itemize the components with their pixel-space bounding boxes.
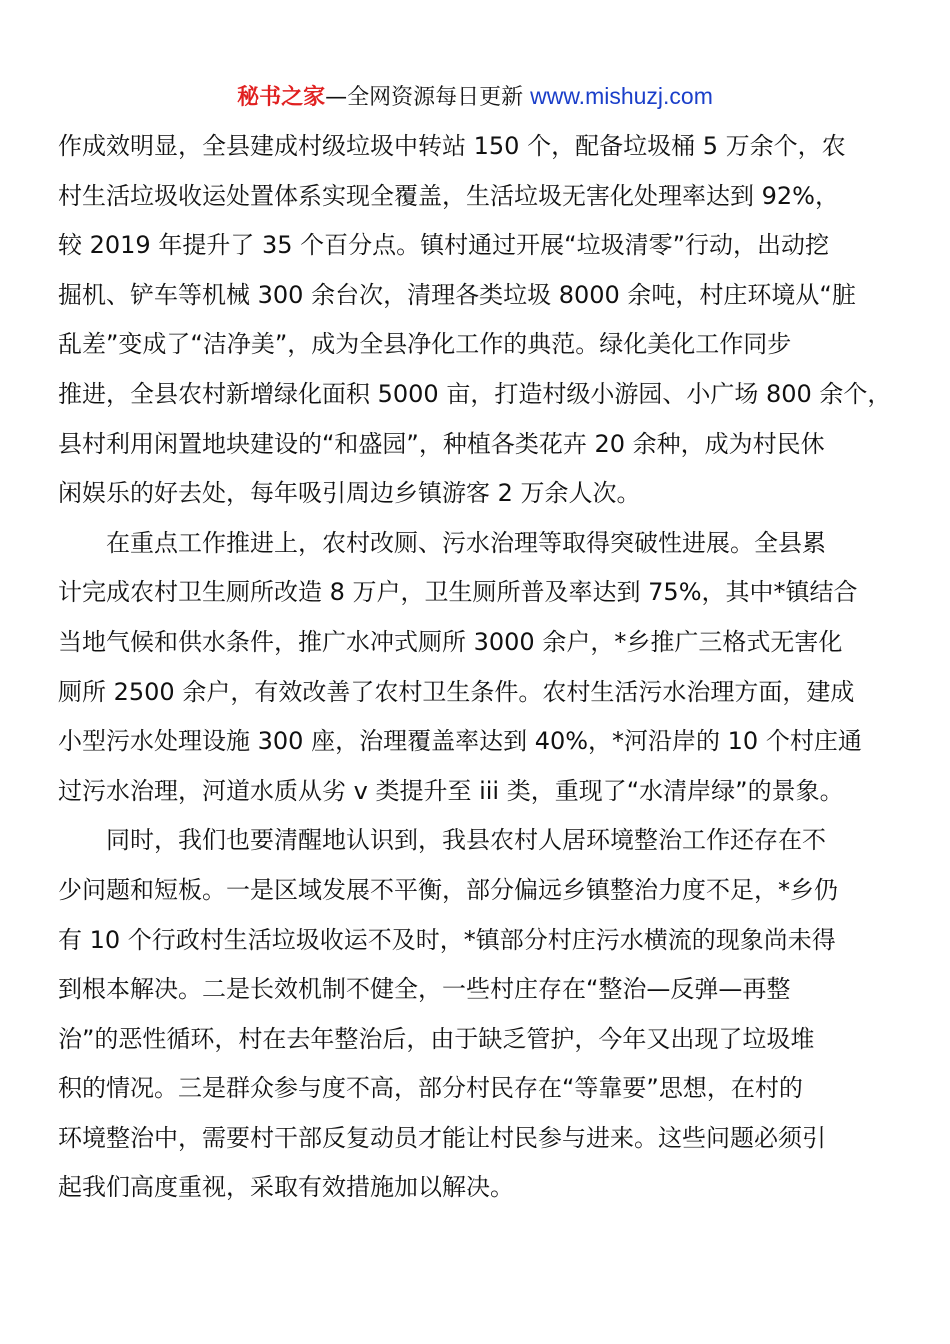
text-line: 较 2019 年提升了 35 个百分点。镇村通过开展“垃圾清零”行动，出动挖 (58, 231, 829, 260)
text-line: 计完成农村卫生厕所改造 8 万户，卫生厕所普及率达到 75%，其中*镇结合 (58, 578, 858, 607)
text-line: 起我们高度重视，采取有效措施加以解决。 (58, 1173, 514, 1202)
text-line: 掘机、铲车等机械 300 余台次，清理各类垃圾 8000 余吨，村庄环境从“脏 (58, 280, 856, 309)
text-line: 厕所 2500 余户，有效改善了农村卫生条件。农村生活污水治理方面，建成 (58, 677, 855, 706)
text-line: 少问题和短板。一是区域发展不平衡，部分偏远乡镇整治力度不足，*乡仍 (58, 875, 838, 904)
text-line: 当地气候和供水条件，推广水冲式厕所 3000 余户，*乡推广三格式无害化 (58, 627, 843, 656)
text-line: 作成效明显，全县建成村级垃圾中转站 150 个，配备垃圾桶 5 万余个，农 (58, 132, 846, 160)
brand-name: 秘书之家 (237, 85, 326, 110)
header-tagline: —全网资源每日更新 (325, 85, 531, 110)
site-link[interactable]: www.mishuzj.com (530, 83, 713, 109)
text-line: 到根本解决。二是长效机制不健全，一些村庄存在“整治—反弹—再整 (58, 975, 791, 1004)
text-line: 闲娱乐的好去处，每年吸引周边乡镇游客 2 万余人次。 (58, 479, 641, 508)
text-line: 有 10 个行政村生活垃圾收运不及时，*镇部分村庄污水横流的现象尚未得 (58, 925, 836, 954)
text-line: 积的情况。三是群众参与度不高，部分村民存在“等靠要”思想，在村的 (58, 1074, 803, 1103)
body-text (58, 122, 900, 1213)
text-line: 村生活垃圾收运处置体系实现全覆盖，生活垃圾无害化处理率达到 92%， (58, 181, 839, 210)
text-line: 环境整治中，需要村干部反复动员才能让村民参与进来。这些问题必须引 (58, 1123, 826, 1152)
text-line: 县村利用闲置地块建设的“和盛园”，种植各类花卉 20 余种，成为村民休 (58, 429, 825, 458)
paragraph-first-line: 同时，我们也要清醒地认识到，我县农村人居环境整治工作还存在不 (106, 826, 826, 855)
text-line: 过污水治理，河道水质从劣 v 类提升至 iii 类，重现了“水清岸绿”的景象。 (58, 776, 844, 805)
text-line: 推进，全县农村新增绿化面积 5000 亩，打造村级小游园、小广场 800 余个， (58, 379, 892, 408)
page-header (0, 80, 950, 114)
paragraph-first-line: 在重点工作推进上，农村改厕、污水治理等取得突破性进展。全县累 (106, 528, 826, 557)
text-line: 小型污水处理设施 300 座，治理覆盖率达到 40%，*河沿岸的 10 个村庄通 (58, 727, 862, 756)
text-line: 乱差”变成了“洁净美”，成为全县净化工作的典范。绿化美化工作同步 (58, 330, 792, 359)
text-line: 治”的恶性循环，村在去年整治后，由于缺乏管护，今年又出现了垃圾堆 (58, 1024, 815, 1053)
